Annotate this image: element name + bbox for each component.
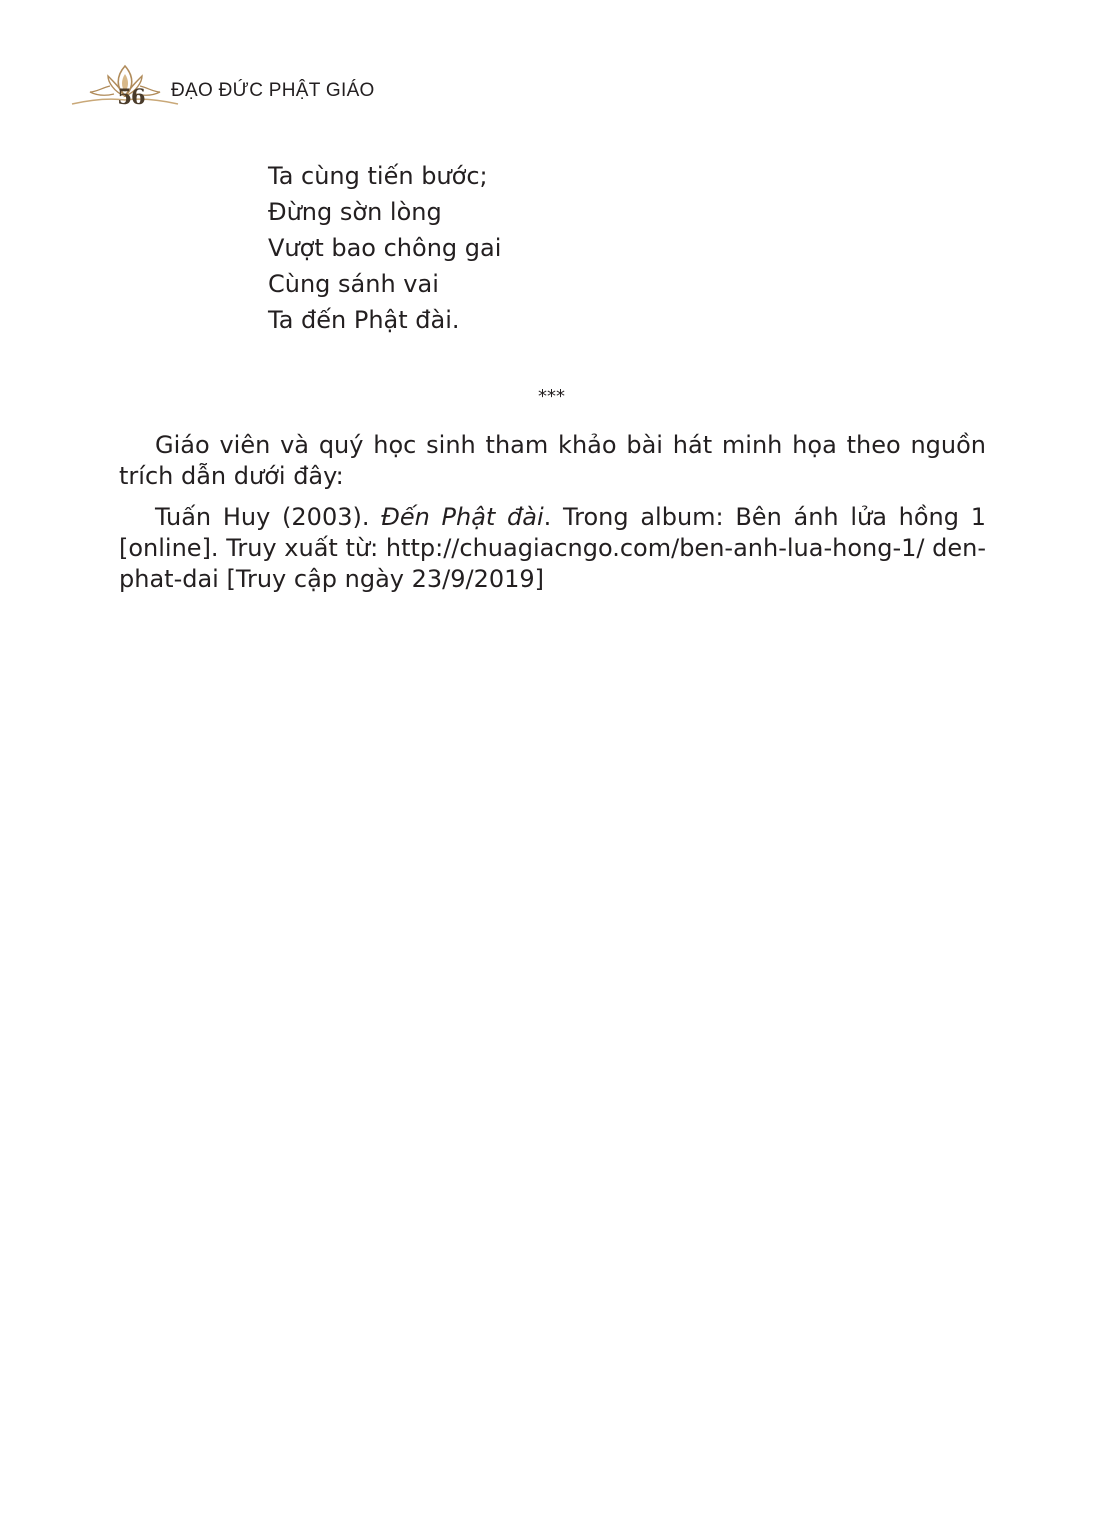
page-number: 56 bbox=[117, 84, 145, 109]
citation-author-year: Tuấn Huy (2003). bbox=[155, 503, 382, 531]
poem-line: Vượt bao chông gai bbox=[268, 234, 502, 262]
intro-paragraph: Giáo viên và quý học sinh tham khảo bài hát minh họa theo nguồn trích dẫn dưới đây: bbox=[119, 431, 986, 490]
poem bbox=[268, 158, 501, 338]
poem-line: Ta cùng tiến bước; bbox=[268, 162, 488, 190]
poem-line: Cùng sánh vai bbox=[268, 270, 439, 298]
poem-line: Ta đến Phật đài. bbox=[268, 306, 460, 334]
poem-line: Đừng sờn lòng bbox=[268, 198, 442, 226]
citation-details: . Trong album: Bên ánh lửa hồng 1 [online]. Truy xuất từ: http://chuagiacngo.com/ben-anh-lua-hong-1/ den-phat-dai [Truy cập ngày 23/9/2019] bbox=[119, 503, 986, 593]
running-title: ĐẠO ĐỨC PHẬT GIÁO bbox=[171, 80, 375, 101]
citation-paragraph bbox=[119, 502, 986, 595]
citation-title: Đến Phật đài bbox=[381, 503, 544, 531]
separator-stars: *** bbox=[538, 386, 565, 407]
page-header bbox=[70, 62, 400, 112]
